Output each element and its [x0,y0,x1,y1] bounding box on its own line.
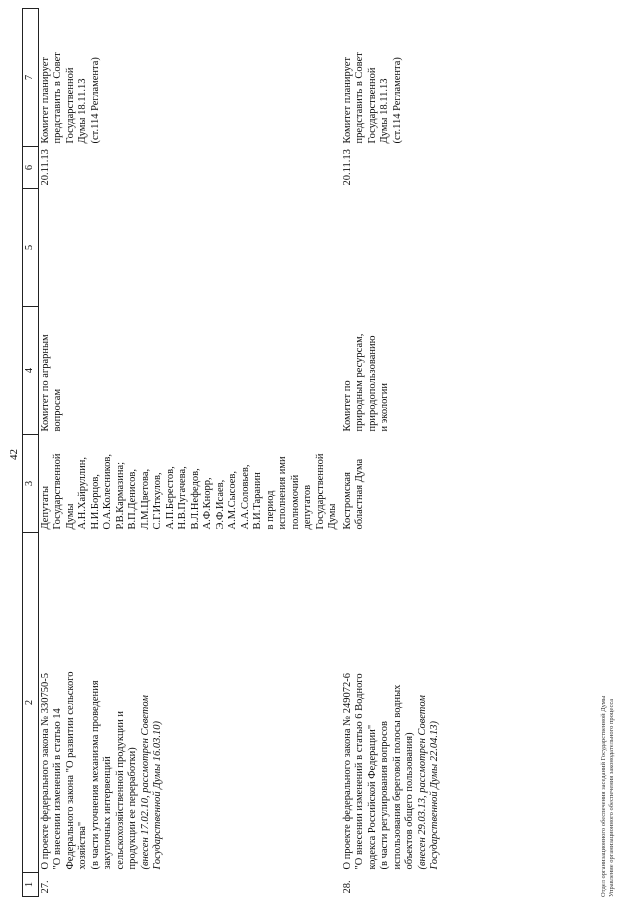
column-header: 1 [23,873,39,897]
row-number: 27. [39,880,51,894]
initiator-line: Думы [64,503,76,530]
initiator-line: Государственной [314,453,326,530]
initiator-line: А.А.Соловьев, [239,464,251,530]
action-line: представить в Совет [354,52,365,144]
footer [600,696,616,897]
action-cell [38,9,341,147]
bill-title-line: "О внесении изменений в статью 14 [52,708,63,870]
row-number: 28. [341,880,353,894]
action-line: Думы 18.11.13 [379,78,390,144]
committee-cell [38,307,341,435]
bill-title-line: "О внесении изменений в статью 6 Водного [354,673,365,870]
initiator-line: депутатов [302,484,313,530]
empty-cell [341,189,563,307]
bill-title-line: объектов общего пользования) [404,732,415,870]
bill-title-line: сельскохозяйственной продукции и [114,710,126,870]
committee-line: Комитет по [341,380,353,432]
initiator-line: В.Л.Нефедов, [189,468,201,530]
table-row [341,9,563,897]
committee-line: вопросам [52,388,63,432]
action-line: (ст.114 Регламента) [391,57,403,144]
action-line: представить в Совет [52,52,63,144]
bill-title-line: использования береговой полосы водных [391,684,403,870]
initiator-line: Государственной [52,453,63,530]
date-cell: 20.11.13 [341,149,353,186]
bill-title-line: кодекса Российской Федерации" [366,724,378,870]
action-line: (ст.114 Регламента) [89,57,101,144]
initiator-line: Костромская [341,472,353,530]
committee-line: природопользованию [366,335,378,432]
initiator-line: Э.Ф.Исаев, [214,479,226,530]
action-cell [341,9,563,147]
action-line: Государственной [366,67,378,144]
initiator-line: Л.М.Цветова, [139,468,151,530]
initiator-line: в период [264,490,276,530]
action-line: Государственной [64,67,76,144]
table-row [38,9,341,897]
bill-title-line: (в части регулирования вопросов [379,721,390,870]
column-header: 5 [23,189,39,307]
bill-note-line: Государственной Думы 22.04.13) [429,721,440,870]
bill-note-line: (внесен 29.03.13, рассмотрен Советом [416,695,428,870]
column-header: 3 [23,435,39,533]
bill-title-line: хозяйства" [77,821,88,870]
initiator-line: С.Г.Иткулов, [152,472,163,530]
bill-title-line: (в части уточнения механизма проведения [89,680,101,870]
initiator-line: В.П.Денисов, [127,468,138,530]
committee-line: Комитет по аграрным [39,334,51,432]
column-header: 7 [23,9,39,147]
footer-line: Управление организационного обеспечения законодательного процесса [608,698,615,897]
bill-note-line: (внесен 17.02.10, рассмотрен Советом [139,695,151,870]
empty-cell [38,189,341,307]
action-line: Думы 18.11.13 [77,78,88,144]
initiator-line: Н.В.Пугачева, [177,466,188,530]
initiator-line: Думы [327,503,338,530]
action-line: Комитет планирует [341,57,353,144]
column-header: 4 [23,307,39,435]
initiator-line: Р.В.Кармазина; [114,461,126,530]
committee-line: и экологии [379,383,390,432]
date-cell: 20.11.13 [39,149,51,186]
bill-title-cell [341,533,563,873]
bill-title-line: закупочных интервенций [102,756,113,870]
bill-note-line: Государственной Думы 16.03.10) [152,721,163,870]
column-header-row [23,9,39,897]
bill-title-line: О проекте федерального закона № 249072-6 [341,672,353,870]
bill-title-line: Федерального закона "О развитии сельского [64,671,76,870]
initiator-line: О.А.Колесников, [102,454,113,530]
committee-cell [341,307,563,435]
initiator-line: исполнения ими [277,456,288,530]
initiator-line: А.Ф.Кнорр, [202,477,213,530]
bill-title-line: О проекте федерального закона № 330750-5 [39,672,51,870]
initiator-line: А.Н.Хайруллин, [77,456,88,530]
initiator-line: полномочий [289,474,301,530]
bill-title-cell [38,533,341,873]
initiator-cell [38,435,341,533]
bills-table [22,8,563,897]
committee-line: природным ресурсам, [354,333,365,432]
initiator-line: В.И.Таранин [252,472,263,530]
initiator-line: Н.И.Борцов, [89,474,101,530]
page-number: 42 [8,449,20,460]
initiator-line: А.М.Сысоев, [227,470,238,530]
column-header: 2 [23,533,39,873]
action-line: Комитет планирует [39,57,51,144]
initiator-cell [341,435,563,533]
initiator-line: Депутаты [39,485,51,530]
column-header: 6 [23,147,39,189]
bill-title-line: продукции ее переработки) [127,747,138,870]
initiator-line: А.П.Берестов, [164,466,176,530]
initiator-line: областная Дума [354,458,365,530]
footer-line: Отдел организационного обеспечения заседаний Государственной Думы [600,695,607,897]
